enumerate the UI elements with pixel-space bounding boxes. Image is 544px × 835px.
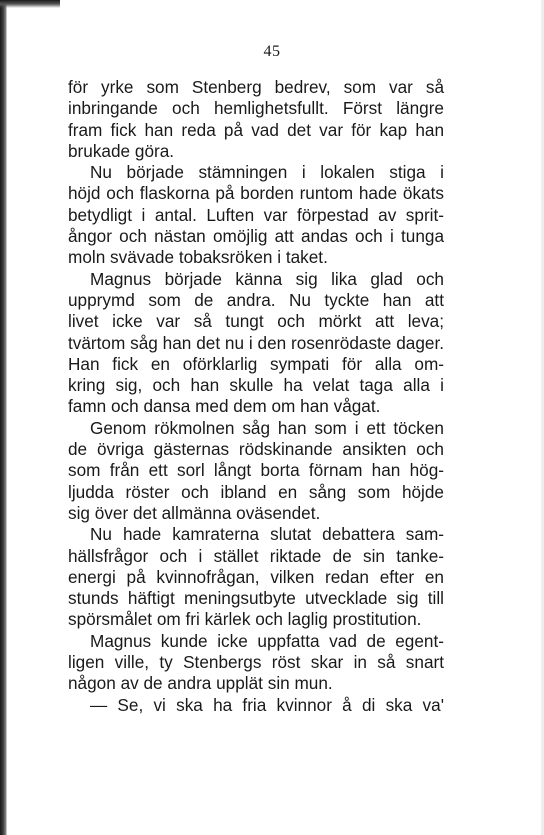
text-line: kring sig, och han skulle ha velat taga alla i	[68, 375, 444, 396]
text-line: Nu började stämningen i lokalen stiga i	[90, 162, 444, 183]
text-line: Han fick en oförklarlig sympati för alla om-	[68, 353, 444, 374]
text-line: fram fick han reda på vad det var för kap han	[68, 119, 444, 140]
text-line: de övriga gästernas rödskinande ansikten och	[68, 439, 444, 460]
text-line: ljudda röster och ibland en sång som höjde	[68, 481, 444, 502]
text-line: Genom rökmolnen såg han som i ett töcken	[90, 417, 444, 438]
text-line: famn och dansa med dem om han vågat.	[68, 396, 381, 417]
text-line: inbringande och hemlighetsfullt. Först längre	[68, 98, 444, 119]
page-number: 45	[263, 43, 281, 60]
text-line: energi på kvinnofrågan, vilken redan efter en	[68, 566, 444, 587]
text-line: livet icke var så tungt och mörkt att leva;	[68, 311, 444, 332]
text-line: upprymd som de andra. Nu tyckte han att	[68, 289, 444, 310]
text-line: ångor och nästan omöjlig att andas och i tunga	[68, 226, 444, 247]
text-line: tvärtom såg han det nu i den rosenrödaste dager.	[68, 332, 444, 353]
text-line: ligen ville, ty Stenbergs röst skar in så snart	[68, 652, 444, 673]
text-line: — Se, vi ska ha fria kvinnor å di ska va'	[90, 694, 444, 715]
text-line: Magnus kunde icke uppfatta vad de egent-	[90, 630, 444, 651]
text-line: för yrke som Stenberg bedrev, som var så	[68, 77, 444, 97]
scan-edge-left	[0, 0, 7, 835]
text-line: sig över det allmänna oväsendet.	[68, 502, 321, 523]
text-line: moln svävade tobaksröken i taket.	[68, 247, 328, 268]
text-line: stunds häftigt meningsutbyte utvecklade sig till	[68, 588, 444, 609]
body-text	[68, 77, 444, 716]
text-line: höjd och flaskorna på borden runtom hade ökats	[68, 183, 444, 204]
text-line: någon av de andra upplät sin mun.	[68, 673, 333, 694]
text-line: Nu hade kamraterna slutat debattera sam-	[90, 524, 444, 545]
text-line: spörsmålet om fri kärlek och laglig prostitution.	[68, 609, 422, 630]
text-line: hällsfrågor och i stället riktade de sin tanke-	[68, 545, 444, 566]
text-line: betydligt i antal. Luften var förpestad av sprit-	[68, 204, 444, 225]
text-line: brukade göra.	[68, 140, 175, 161]
text-line: som från ett sorl långt borta förnam han hög-	[68, 460, 444, 481]
text-line: Magnus började känna sig lika glad och	[90, 268, 444, 289]
scan-edge-top	[0, 0, 60, 8]
